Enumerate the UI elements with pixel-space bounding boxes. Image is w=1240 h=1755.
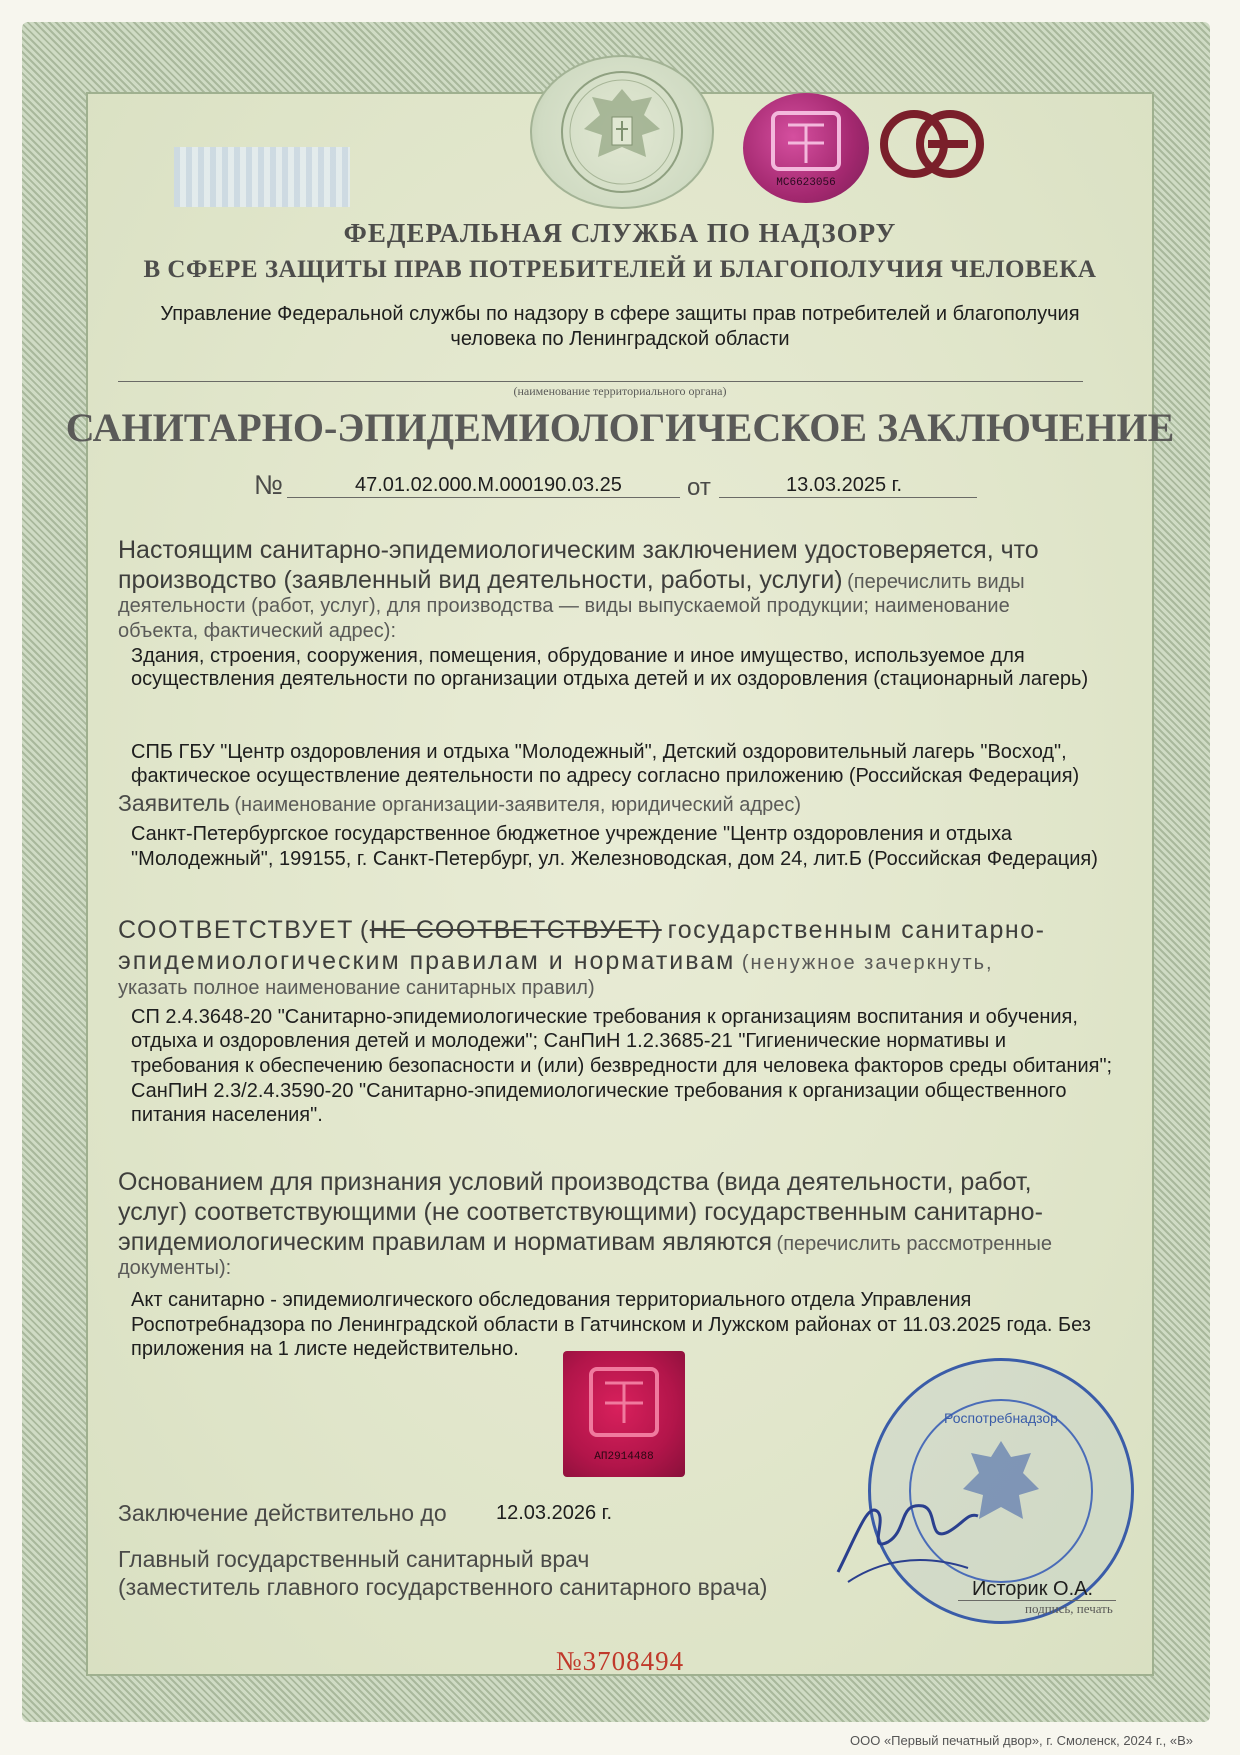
signatory-title: Главный государственный санитарный врач: [118, 1546, 590, 1572]
printer-line: ООО «Первый печатный двор», г. Смоленск, 2024 г., «В»: [850, 1733, 1193, 1748]
rules-line-4: СанПиН 2.3/2.4.3590-20 "Санитарно-эпидемиологические требования к организации общественного: [131, 1080, 1067, 1102]
validity-date: 12.03.2026 г.: [496, 1502, 613, 1524]
conformity-line-1: СООТВЕТСТВУЕТ (НЕ СООТВЕТСТВУЕТ) государственным санитарно-: [118, 916, 1046, 944]
form-number: №3708494: [555, 1646, 685, 1676]
agency-line1: ФЕДЕРАЛЬНАЯ СЛУЖБА ПО НАДЗОРУ: [343, 218, 897, 248]
signature-caption: подпись, печать: [1025, 1601, 1113, 1616]
basis-value-2: Роспотребнадзора по Ленинградской области в Гатчинском и Лужском районах от 11.03.2025 года. Без: [131, 1314, 1091, 1336]
applicant-value-1: Санкт-Петербургское государственное бюджетное учреждение "Центр оздоровления и отдыха: [131, 823, 1013, 845]
basis-line-2: услуг) соответствующими (не соответствующими) государственным санитарно-: [118, 1198, 1043, 1226]
territorial-line1: Управление Федеральной службы по надзору в сфере защиты прав потребителей и благополучия: [160, 303, 1080, 325]
object-line-2: фактическое осуществление деятельности по адресу согласно приложению (Российская Федерация): [131, 765, 1080, 787]
hologram-bottom-icon: [563, 1351, 685, 1477]
rules-line-5: питания населения".: [131, 1104, 323, 1126]
rules-line-1: СП 2.4.3648-20 "Санитарно-эпидемиологические требования к организациям воспитания и обучения,: [131, 1006, 1078, 1028]
conformity-line-3: указать полное наименование санитарных правил): [118, 977, 595, 999]
signatory-name: Историк О.А.: [972, 1578, 1094, 1600]
date-label: от: [687, 474, 711, 501]
validity-label: Заключение действительно до: [118, 1500, 447, 1526]
basis-value-3: приложения на 1 листе недействительно.: [131, 1338, 519, 1360]
hologram-icon: [743, 93, 869, 203]
basis-line-1: Основанием для признания условий производства (вида деятельности, работ,: [118, 1168, 1032, 1196]
stamp-text: Роспотребнадзор: [944, 1410, 1058, 1426]
production-intro-4: объекта, фактический адрес):: [118, 620, 397, 642]
production-value-1: Здания, строения, сооружения, помещения, обрудование и иное имущество, используемое для: [131, 645, 1025, 667]
basis-line-3: эпидемиологическим правилам и нормативам являются (перечислить рассмотренные: [118, 1228, 1052, 1256]
basis-line-4: документы):: [118, 1257, 232, 1279]
handwritten-signature-icon: [828, 1472, 988, 1592]
production-intro-1: Настоящим санитарно-эпидемиологическим заключением удостоверяется, что: [118, 536, 1039, 564]
applicant-label-row: Заявитель (наименование организации-заявителя, юридический адрес): [118, 790, 801, 816]
document-title: САНИТАРНО-ЭПИДЕМИОЛОГИЧЕСКОЕ ЗАКЛЮЧЕНИЕ: [65, 405, 1175, 450]
production-value-2: осуществления деятельности по организации отдыха детей и их оздоровления (стационарный лагерь): [131, 668, 1089, 690]
rules-line-3: требования к обеспечению безопасности и (или) безвредности для человека факторов среды обитания";: [131, 1055, 1113, 1077]
production-intro-3: деятельности (работ, услуг), для производства — виды выпускаемой продукции; наименование: [118, 595, 1010, 617]
rules-line-2: отдыха и оздоровления детей и молодежи"; СанПиН 1.2.3685-21 "Гигиенические нормативы и: [131, 1030, 1007, 1052]
hologram-code: МС6623056: [776, 177, 836, 189]
territorial-line2: человека по Ленинградской области: [450, 328, 790, 350]
applicant-value-2: "Молодежный", 199155, г. Санкт-Петербург, ул. Железноводская, дом 24, лит.Б (Российская Федерация): [131, 848, 1098, 870]
certificate-number: 47.01.02.000.М.000190.03.25: [355, 474, 622, 496]
signatory-deputy-title: (заместитель главного государственного санитарного врача): [118, 1574, 768, 1600]
struck-text: НЕ СООТВЕТСТВУЕТ): [369, 916, 662, 944]
agency-line2: В СФЕРЕ ЗАЩИТЫ ПРАВ ПОТРЕБИТЕЛЕЙ И БЛАГОПОЛУЧИЯ ЧЕЛОВЕКА: [143, 256, 1097, 283]
conformity-line-2: эпидемиологическим правилам и нормативам (ненужное зачеркнуть,: [118, 947, 994, 975]
brand-mark-icon: [878, 104, 986, 184]
number-label: №: [254, 470, 283, 500]
production-intro-2: производство (заявленный вид деятельности, работы, услуги) (перечислить виды: [118, 566, 1025, 594]
basis-value-1: Акт санитарно - эпидемиолгического обследования территориального отдела Управления: [131, 1289, 972, 1311]
territorial-caption: (наименование территориального органа): [513, 384, 727, 398]
issue-date: 13.03.2025 г.: [786, 474, 903, 496]
emblem-icon: [530, 55, 714, 209]
object-line-1: СПБ ГБУ "Центр оздоровления и отдыха "Молодежный", Детский оздоровительный лагерь "Восход",: [131, 741, 1067, 763]
hologram-bottom-code: АП2914488: [594, 1451, 654, 1463]
security-stripe: [174, 147, 350, 207]
